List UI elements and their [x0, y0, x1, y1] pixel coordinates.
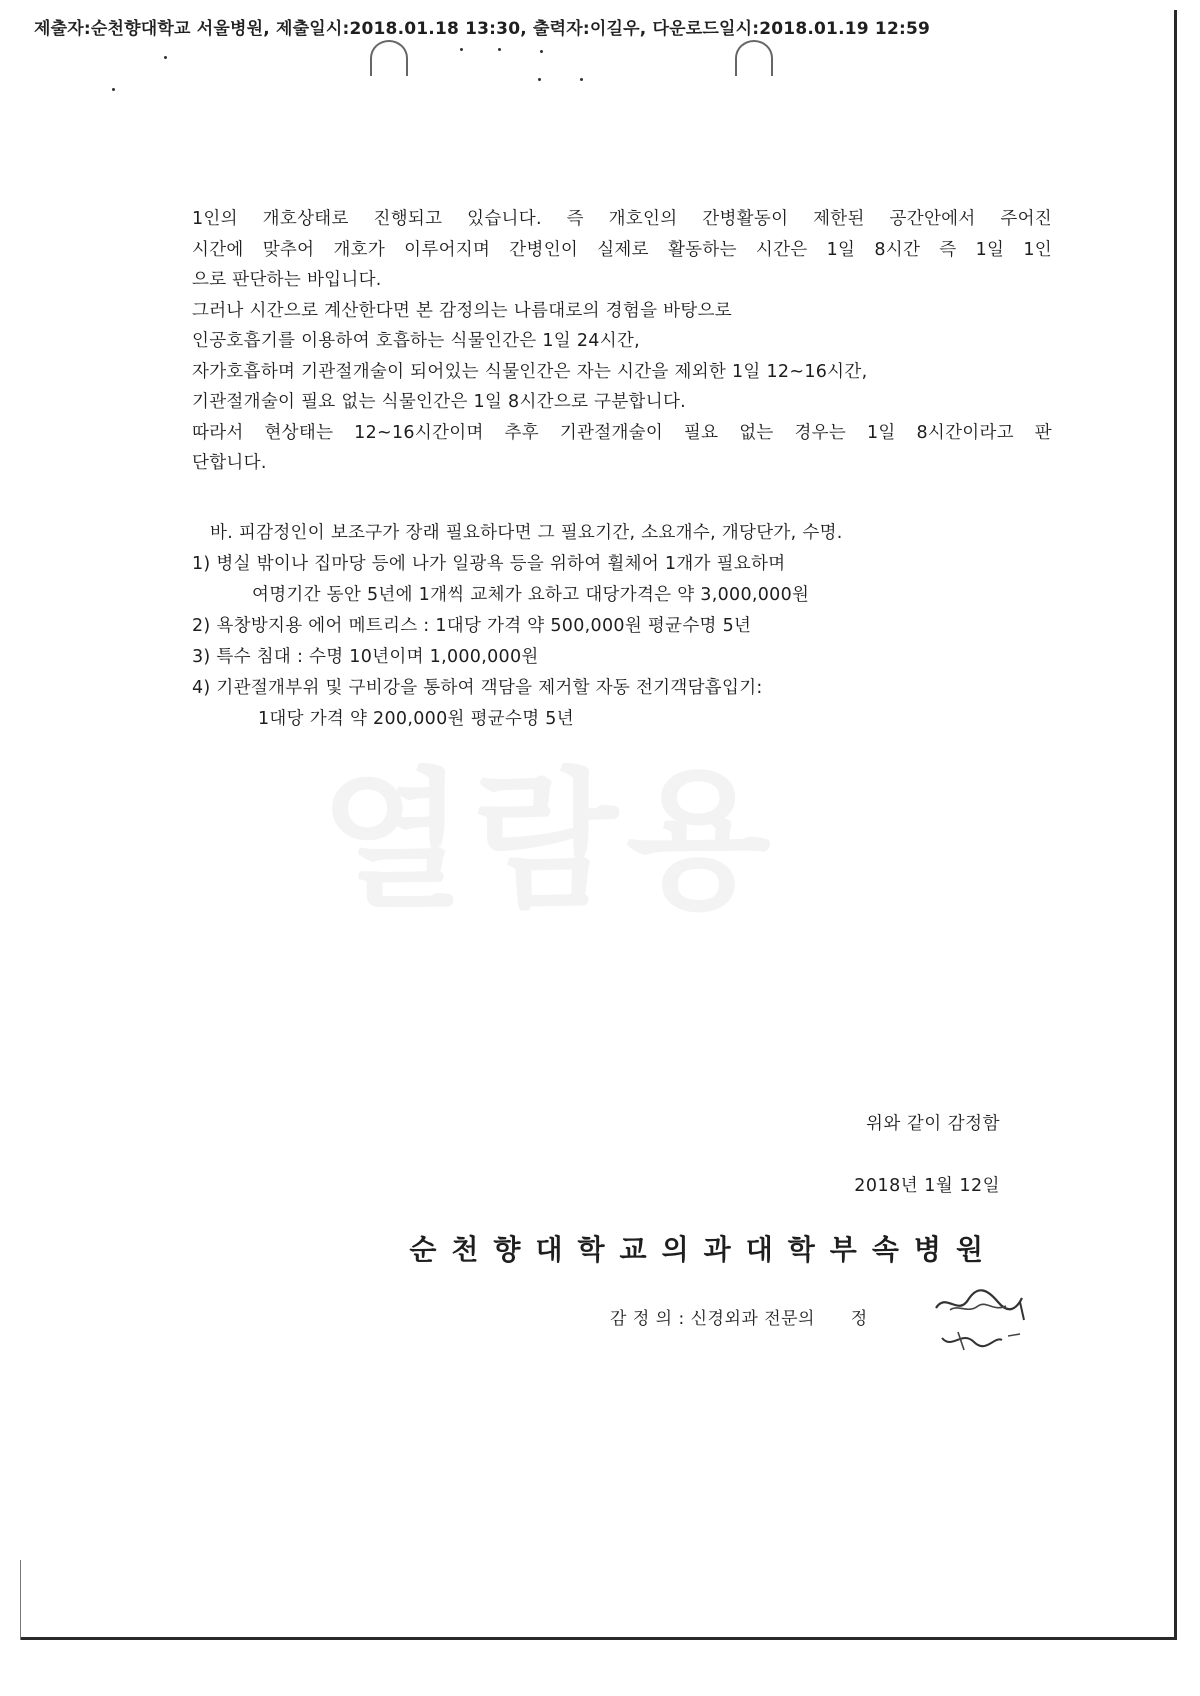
body-line: 으로 판단하는 바입니다. — [192, 270, 382, 290]
scan-speck — [538, 78, 541, 81]
list-item: 1) 병실 밖이나 집마당 등에 나가 일광욕 등을 위하여 휠체어 1개가 필요하며 — [192, 554, 786, 574]
scan-binding-mark — [370, 40, 408, 76]
body-line: 1인의 개호상태로 진행되고 있습니다. 즉 개호인의 간병활동이 제한된 공간안에서 주어진 — [192, 209, 1052, 229]
body-line: 자가호흡하며 기관절개술이 되어있는 식물인간은 자는 시간을 제외한 1일 12~16시간, — [192, 361, 868, 382]
body-line: 시간에 맞추어 개호가 이루어지며 간병인이 실제로 활동하는 시간은 1일 8시간 즉 1일 1인 — [192, 239, 1052, 260]
list-item-continuation: 1대당 가격 약 200,000원 평균수명 5년 — [258, 709, 574, 729]
list-item: 2) 욕창방지용 에어 메트리스 : 1대당 가격 약 500,000원 평균수명 5년 — [192, 616, 752, 636]
scan-speck — [580, 78, 583, 81]
assistive-device-section — [192, 518, 843, 735]
scan-speck — [164, 56, 167, 59]
appraiser-label: 감 정 의 : 신경외과 전문의 — [610, 1309, 815, 1329]
appraiser-line — [610, 1304, 868, 1329]
body-line: 단합니다. — [192, 453, 267, 473]
watermark: 열람용 — [320, 755, 779, 929]
body-line: 인공호흡기를 이용하여 호흡하는 식물인간은 1일 24시간, — [192, 331, 640, 351]
closing-statement: 위와 같이 감정함 — [866, 1114, 1000, 1134]
list-item: 3) 특수 침대 : 수명 10년이며 1,000,000원 — [192, 647, 539, 667]
scan-speck — [540, 50, 543, 53]
hospital-name: 순천향대학교의과대학부속병원 — [409, 1233, 998, 1266]
scan-binding-mark — [735, 40, 773, 76]
section-heading: 바. 피감정인이 보조구가 장래 필요하다면 그 필요기간, 소요개수, 개당단가, 수명. — [210, 523, 843, 543]
scan-speck — [112, 88, 115, 91]
scan-speck — [460, 48, 463, 51]
page-border-left — [20, 1560, 21, 1640]
signature-stamp — [928, 1280, 1028, 1370]
body-line: 기관절개술이 필요 없는 식물인간은 1일 8시간으로 구분합니다. — [192, 392, 687, 412]
list-item-continuation: 여명기간 동안 5년에 1개씩 교체가 요하고 대당가격은 약 3,000,000원 — [252, 585, 810, 605]
list-item: 4) 기관절개부위 및 구비강을 통하여 객담을 제거할 자동 전기객담흡입기: — [192, 678, 763, 698]
appraisal-date: 2018년 1월 12일 — [854, 1176, 1000, 1196]
page-border-right — [1174, 10, 1177, 1640]
document-submission-header: 제출자:순천향대학교 서울병원, 제출일시:2018.01.18 13:30, 출력자:이길우, 다운로드일시:2018.01.19 12:59 — [34, 19, 931, 39]
appraisal-body — [192, 204, 1052, 479]
body-line: 따라서 현상태는 12~16시간이며 추후 기관절개술이 필요 없는 경우는 1일 8시간이라고 판 — [192, 422, 1052, 443]
body-line: 그러나 시간으로 계산한다면 본 감정의는 나름대로의 경험을 바탕으로 — [192, 300, 732, 321]
scan-speck — [498, 48, 501, 51]
appraiser-name: 정 — [850, 1309, 868, 1329]
page-border-bottom — [20, 1637, 1177, 1640]
